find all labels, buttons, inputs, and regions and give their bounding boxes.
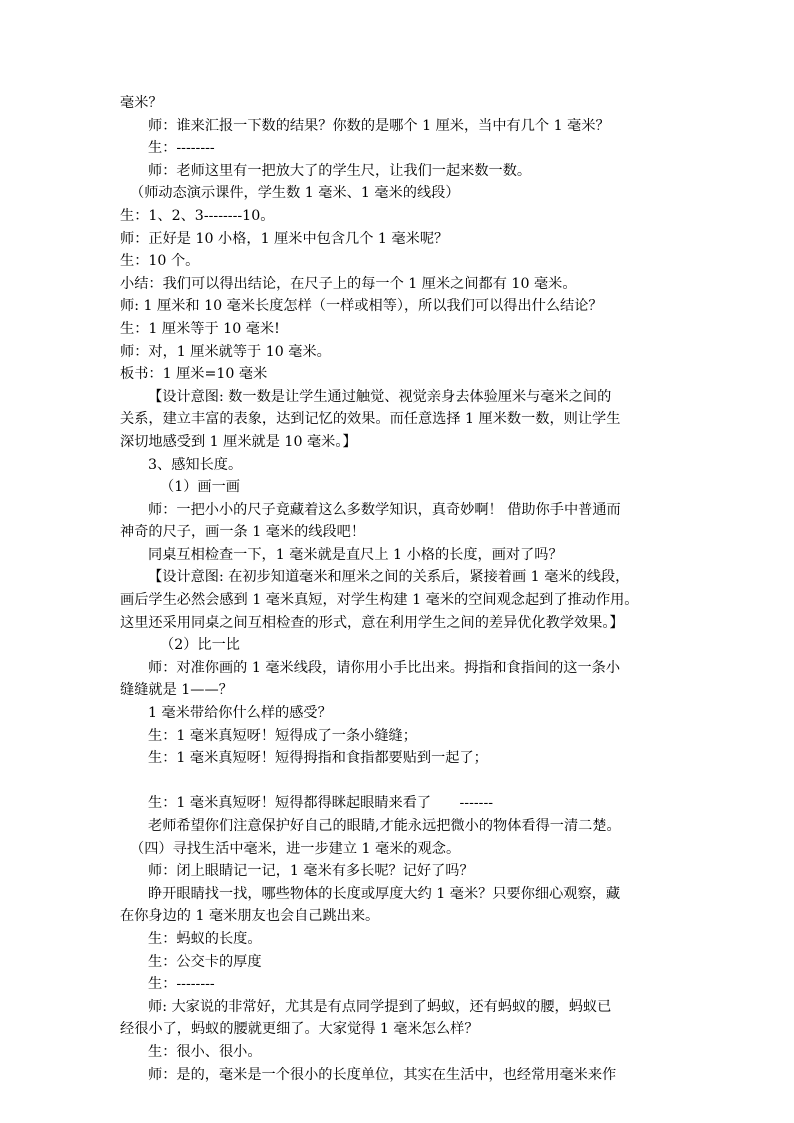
design-intent: 关系，建立丰富的表象，达到记忆的效果。而任意选择 1 厘米数一数，则让学生 [120,411,621,428]
text-line: 经很小了，蚂蚁的腰就更细了。大家觉得 1 毫米怎么样？ [120,1021,479,1038]
subsection-heading: （1）画一画 [160,479,240,496]
text-line: 生：公交卡的厚度 [148,953,262,970]
design-intent: 画后学生必然会感到 1 毫米真短，对学生构建 1 毫米的空间观念起到了推动作用。 [120,592,639,609]
text-line: 在你身边的 1 毫米朋友也会自己跳出来。 [120,908,380,925]
text-line: 师：正好是 10 小格，1 厘米中包含几个 1 毫米呢？ [120,230,449,247]
text-line: 师：闭上眼睛记一记，1 毫米有多长呢？记好了吗？ [148,863,474,880]
text-line: 生：-------- [148,140,215,157]
design-intent: 这里还采用同桌之间互相检查的形式，意在利用学生之间的差异优化教学效果。】 [120,614,624,631]
text-line: 生：1 毫米真短呀！短得都得眯起眼睛来看了 ------- [148,795,494,812]
text-line: 小结：我们可以得出结论，在尺子上的每一个 1 厘米之间都有 10 毫米。 [120,275,577,292]
design-intent: 【设计意图: 在初步知道毫米和厘米之间的关系后，紧接着画 1 毫米的线段， [148,569,630,586]
text-line: 生：很小、很小。 [148,1043,262,1060]
blank-line [120,770,684,793]
text-line: 睁开眼睛找一找，哪些物体的长度或厚度大约 1 毫米？只要你细心观察，藏 [148,885,621,902]
text-line: （师动态演示课件，学生数 1 毫米、1 毫米的线段） [130,185,460,202]
text-line: 生：1、2、3--------10。 [120,207,275,224]
text-line: 师：对，1 厘米就等于 10 毫米。 [120,343,331,360]
text-line: 神奇的尺子，画一条 1 毫米的线段吧！ [120,524,366,541]
text-line: 板书：1 厘米=10 毫米 [120,366,268,383]
design-intent: 【设计意图: 数一数是让学生通过触觉、视觉亲身去体验厘米与毫米之间的 [148,388,612,405]
section-heading: 3、感知长度。 [148,456,243,473]
text-line: 师：老师这里有一把放大了的学生尺，让我们一起来数一数。 [148,162,532,179]
text-line: 生：1 毫米真短呀！短得成了一条小缝缝； [148,727,417,744]
section-heading: （四）寻找生活中毫米，进一步建立 1 毫米的观念。 [130,840,461,857]
text-line: 毫米？ [120,95,163,111]
text-line: 师：谁来汇报一下数的结果？你数的是哪个 1 厘米，当中有几个 1 毫米？ [148,117,610,134]
text-line: 老师希望你们注意保护好自己的眼睛,才能永远把微小的物体看得一清二楚。 [148,818,621,834]
text-line: 师：对准你画的 1 毫米线段，请你用小手比出来。拇指和食指间的这一条小 [148,659,621,676]
document-body [120,92,684,1086]
text-line: 缝缝就是 1——？ [120,682,233,699]
text-line: 生：10 个。 [120,253,200,270]
subsection-heading: （2）比一比 [160,637,240,654]
text-line: 同桌互相检查一下，1 毫米就是直尺上 1 小格的长度，画对了吗？ [148,546,563,563]
design-intent: 深切地感受到 1 厘米就是 10 毫米。】 [120,433,357,450]
text-line: 1 毫米带给你什么样的感受？ [148,705,332,722]
text-line: 生：1 毫米真短呀！短得拇指和食指都要贴到一起了； [148,750,488,767]
text-line: 师: 1 厘米和 10 毫米长度怎样（一样或相等），所以我们可以得出什么结论？ [120,298,603,315]
text-line: 师：是的，毫米是一个很小的长度单位，其实在生活中，也经常用毫米来作 [148,1066,617,1083]
text-line: 师: 大家说的非常好，尤其是有点同学提到了蚂蚁，还有蚂蚁的腰，蚂蚁已 [148,998,612,1015]
text-line: 生：-------- [148,976,215,993]
text-line: 生：1 厘米等于 10 毫米! [120,320,280,337]
text-line: 师：一把小小的尺子竟藏着这么多数学知识，真奇妙啊！ 借助你手中普通而 [148,501,621,518]
text-line: 生：蚂蚁的长度。 [148,930,262,947]
